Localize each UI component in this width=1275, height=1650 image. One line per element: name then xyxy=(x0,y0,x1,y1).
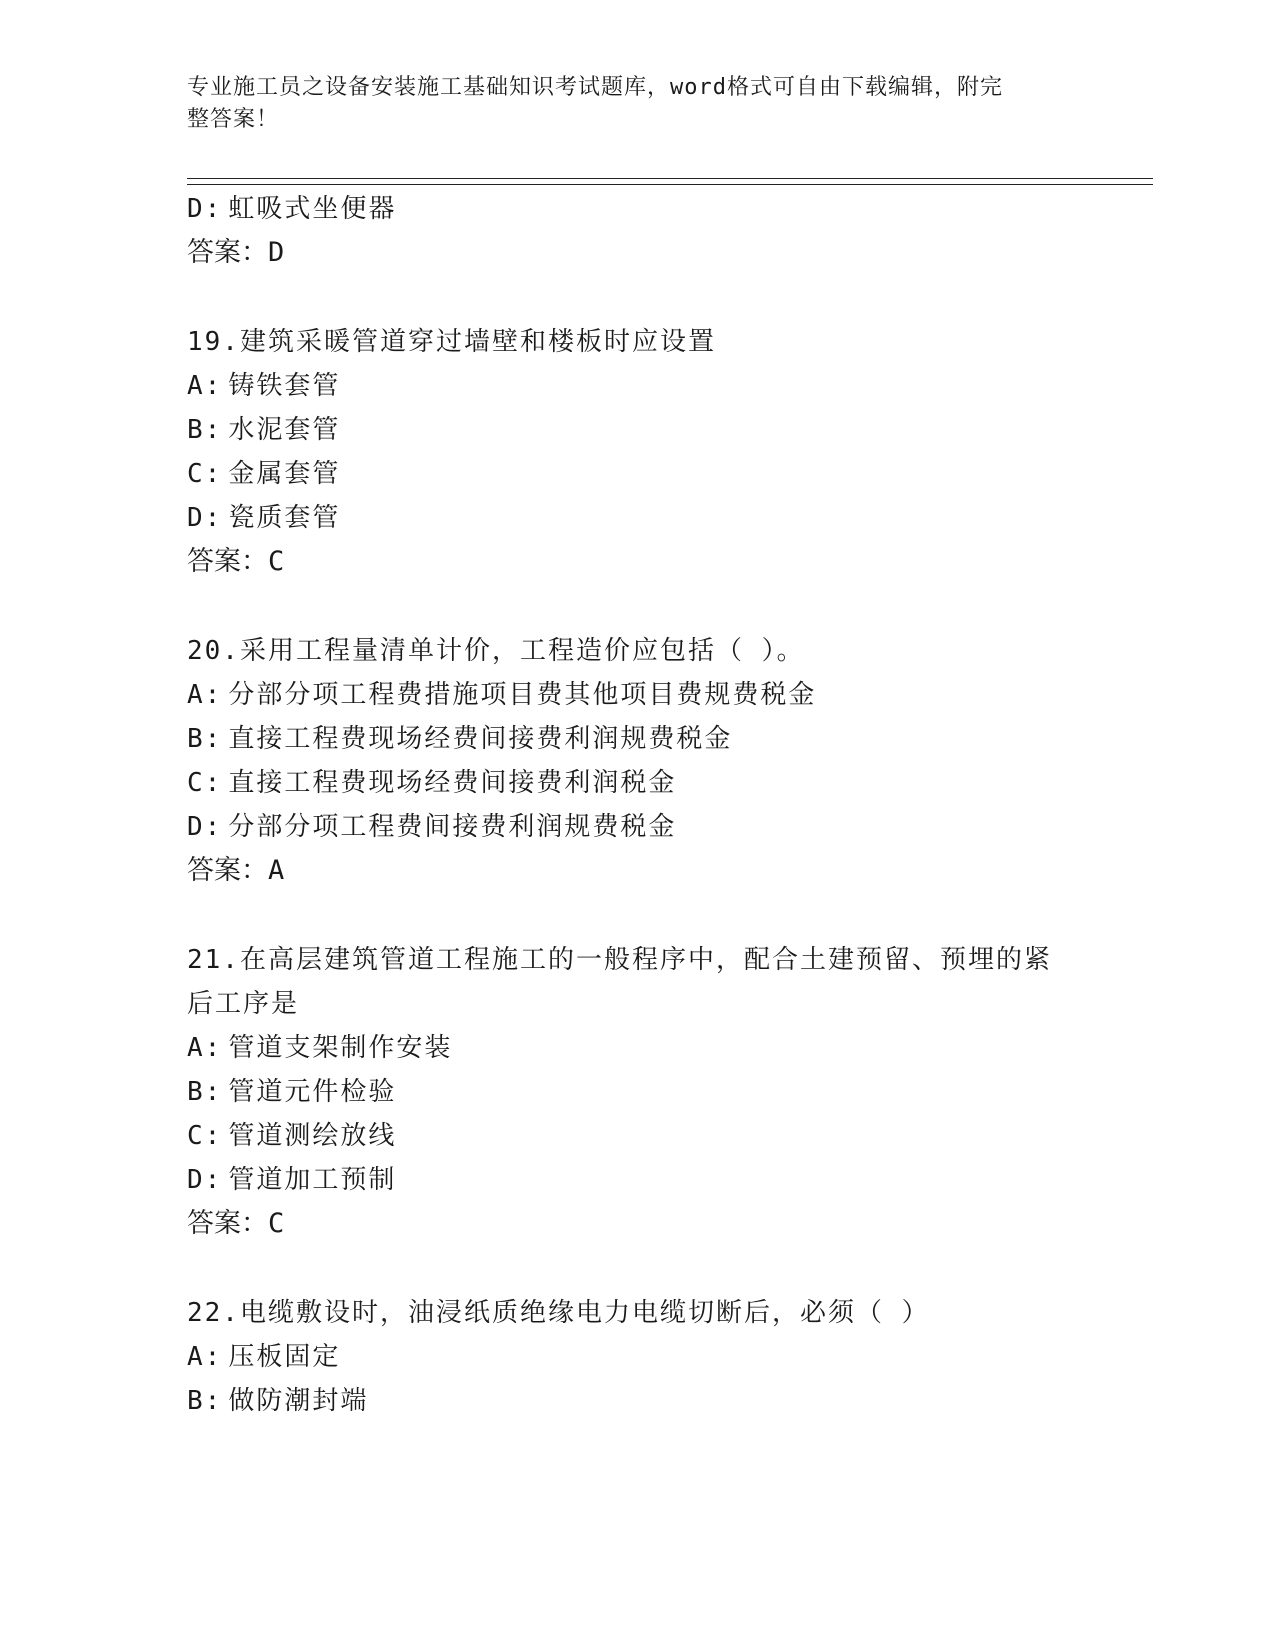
option-text: 金属套管 xyxy=(228,459,341,489)
question-title-line-2: 后工序是 xyxy=(187,989,300,1019)
header-divider-bottom xyxy=(187,184,1153,185)
option-d xyxy=(187,810,676,844)
header-line-1: 专业施工员之设备安装施工基础知识考试题库，word格式可自由下载编辑，附完 xyxy=(187,75,1003,100)
answer-value: C xyxy=(268,546,285,577)
option-text: 压板固定 xyxy=(228,1342,341,1372)
answer-label: 答案： xyxy=(187,855,268,886)
answer-value: D xyxy=(268,237,285,268)
option-label: A: xyxy=(187,1342,223,1372)
question-title: 19.建筑采暖管道穿过墙壁和楼板时应设置 xyxy=(187,327,716,357)
option-label: B: xyxy=(187,724,223,754)
option-a xyxy=(187,1340,340,1374)
answer-value: C xyxy=(268,1208,285,1239)
option-text: 管道支架制作安装 xyxy=(228,1033,453,1063)
option-c xyxy=(187,766,676,800)
question-title: 22.电缆敷设时，油浸纸质绝缘电力电缆切断后，必须（ ） xyxy=(187,1298,930,1328)
option-label: B: xyxy=(187,1077,223,1107)
option-b xyxy=(187,1075,396,1109)
answer-line xyxy=(187,545,284,579)
answer-value: A xyxy=(268,855,285,886)
answer-line xyxy=(187,236,284,270)
option-a xyxy=(187,369,340,403)
option-text: 瓷质套管 xyxy=(228,503,341,533)
option-text: 管道加工预制 xyxy=(228,1165,397,1195)
option-label: A: xyxy=(187,1033,223,1063)
option-d xyxy=(187,192,396,226)
option-label: A: xyxy=(187,371,223,401)
option-d xyxy=(187,1163,396,1197)
option-d xyxy=(187,501,340,535)
question-title: 20.采用工程量清单计价，工程造价应包括（ ）。 xyxy=(187,636,805,666)
option-b xyxy=(187,722,732,756)
option-label: D: xyxy=(187,194,223,224)
option-text: 水泥套管 xyxy=(228,415,341,445)
option-b xyxy=(187,413,340,447)
option-label: B: xyxy=(187,1386,223,1416)
question-title-line-1: 21.在高层建筑管道工程施工的一般程序中，配合土建预留、预埋的紧 xyxy=(187,945,1052,975)
option-text: 管道元件检验 xyxy=(228,1077,397,1107)
answer-line xyxy=(187,854,284,888)
option-label: D: xyxy=(187,812,223,842)
option-label: D: xyxy=(187,1165,223,1195)
option-label: D: xyxy=(187,503,223,533)
option-label: C: xyxy=(187,768,223,798)
document-header xyxy=(187,72,1067,136)
option-label: C: xyxy=(187,459,223,489)
header-divider-top xyxy=(187,178,1153,179)
answer-label: 答案： xyxy=(187,237,268,268)
option-b xyxy=(187,1384,368,1418)
answer-label: 答案： xyxy=(187,1208,268,1239)
option-text: 直接工程费现场经费间接费利润规费税金 xyxy=(228,724,733,754)
option-a xyxy=(187,1031,452,1065)
option-text: 分部分项工程费间接费利润规费税金 xyxy=(228,812,677,842)
option-c xyxy=(187,457,340,491)
option-label: A: xyxy=(187,680,223,710)
answer-line xyxy=(187,1207,284,1241)
option-text: 直接工程费现场经费间接费利润税金 xyxy=(228,768,677,798)
option-text: 虹吸式坐便器 xyxy=(228,194,397,224)
option-text: 铸铁套管 xyxy=(228,371,341,401)
header-line-2: 整答案！ xyxy=(187,107,280,132)
option-label: B: xyxy=(187,415,223,445)
option-text: 分部分项工程费措施项目费其他项目费规费税金 xyxy=(228,680,817,710)
answer-label: 答案： xyxy=(187,546,268,577)
option-c xyxy=(187,1119,396,1153)
option-text: 做防潮封端 xyxy=(228,1386,369,1416)
option-text: 管道测绘放线 xyxy=(228,1121,397,1151)
option-label: C: xyxy=(187,1121,223,1151)
option-a xyxy=(187,678,816,712)
